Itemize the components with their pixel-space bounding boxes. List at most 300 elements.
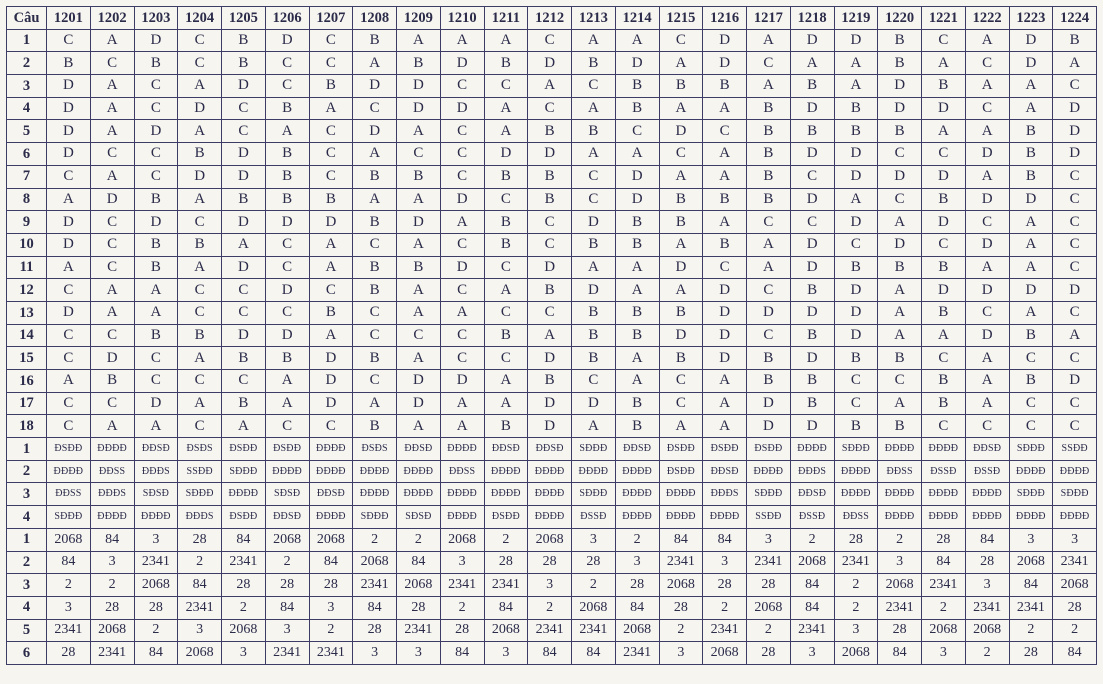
answer-cell: SSĐĐ (178, 460, 222, 483)
answer-cell: B (922, 301, 966, 324)
answer-cell: A (178, 392, 222, 415)
answer-cell: D (703, 29, 747, 52)
answer-cell: ĐĐĐĐ (528, 506, 572, 529)
answer-cell: ĐSĐS (178, 438, 222, 461)
answer-cell: D (309, 211, 353, 234)
answer-cell: 2 (265, 551, 309, 574)
answer-cell: C (572, 165, 616, 188)
answer-cell: C (440, 165, 484, 188)
answer-cell: D (747, 415, 791, 438)
answer-cell: A (47, 256, 91, 279)
answer-cell: B (790, 75, 834, 98)
answer-cell: 2341 (265, 642, 309, 665)
answer-cell: D (134, 29, 178, 52)
answer-cell: A (90, 120, 134, 143)
answer-cell: D (922, 211, 966, 234)
answer-cell: 2341 (134, 551, 178, 574)
answer-cell: A (397, 279, 441, 302)
answer-cell: 84 (178, 574, 222, 597)
exam-code-header: 1208 (353, 7, 397, 30)
answer-cell: 3 (922, 642, 966, 665)
answer-cell: A (397, 415, 441, 438)
answer-cell: C (440, 120, 484, 143)
answer-cell: A (309, 97, 353, 120)
answer-cell: B (659, 347, 703, 370)
answer-cell: D (747, 392, 791, 415)
true-false-row (7, 483, 1097, 506)
answer-cell: D (397, 75, 441, 98)
answer-cell: 28 (747, 574, 791, 597)
answer-cell: B (790, 120, 834, 143)
answer-cell: B (353, 256, 397, 279)
answer-cell: B (747, 165, 791, 188)
answer-cell: C (353, 233, 397, 256)
answer-cell: 2068 (309, 528, 353, 551)
answer-cell: D (222, 75, 266, 98)
answer-cell: A (922, 324, 966, 347)
answer-cell: B (922, 75, 966, 98)
multiple-choice-row (7, 29, 1097, 52)
answer-cell: D (659, 256, 703, 279)
answer-cell: D (222, 143, 266, 166)
answer-cell: 2068 (615, 619, 659, 642)
answer-cell: D (440, 370, 484, 393)
answer-cell: ĐĐĐĐ (309, 460, 353, 483)
question-number: 1 (7, 29, 47, 52)
answer-cell: C (965, 52, 1009, 75)
answer-cell: 2068 (834, 642, 878, 665)
answer-cell: SĐĐĐ (1009, 438, 1053, 461)
answer-cell: A (965, 392, 1009, 415)
multiple-choice-row (7, 301, 1097, 324)
answer-cell: A (484, 279, 528, 302)
answer-cell: B (878, 415, 922, 438)
answer-cell: A (703, 370, 747, 393)
short-answer-row (7, 619, 1097, 642)
answer-cell: B (353, 415, 397, 438)
answer-cell: B (922, 392, 966, 415)
answer-cell: B (922, 256, 966, 279)
answer-cell: B (484, 233, 528, 256)
true-false-row (7, 438, 1097, 461)
answer-cell: C (1053, 301, 1097, 324)
answer-cell: ĐSSĐ (572, 506, 616, 529)
exam-code-header: 1219 (834, 7, 878, 30)
answer-cell: 2 (309, 619, 353, 642)
answer-cell: A (134, 301, 178, 324)
exam-code-header: 1211 (484, 7, 528, 30)
answer-cell: 28 (397, 596, 441, 619)
answer-cell: C (440, 279, 484, 302)
answer-cell: B (265, 97, 309, 120)
answer-cell: C (484, 188, 528, 211)
answer-cell: 2068 (572, 596, 616, 619)
answer-cell: D (790, 29, 834, 52)
exam-code-header: 1224 (1053, 7, 1097, 30)
answer-cell: B (484, 415, 528, 438)
answer-cell: A (47, 370, 91, 393)
answer-cell: C (222, 370, 266, 393)
answer-cell: C (922, 29, 966, 52)
answer-cell: B (353, 211, 397, 234)
answer-key-table (6, 6, 1097, 665)
answer-cell: SĐĐĐ (222, 460, 266, 483)
answer-cell: D (834, 211, 878, 234)
answer-cell: C (965, 415, 1009, 438)
exam-code-header: 1209 (397, 7, 441, 30)
answer-cell: 3 (659, 642, 703, 665)
answer-cell: 2068 (922, 619, 966, 642)
answer-cell: C (1053, 256, 1097, 279)
answer-cell: C (703, 256, 747, 279)
answer-cell: 2068 (878, 574, 922, 597)
answer-cell: 3 (572, 528, 616, 551)
answer-cell: B (309, 188, 353, 211)
answer-cell: 2 (1009, 619, 1053, 642)
answer-cell: D (47, 211, 91, 234)
answer-cell: A (572, 143, 616, 166)
answer-cell: ĐĐĐĐ (353, 460, 397, 483)
exam-code-header: 1216 (703, 7, 747, 30)
answer-cell: ĐĐĐĐ (353, 483, 397, 506)
exam-code-header: 1210 (440, 7, 484, 30)
answer-cell: C (747, 211, 791, 234)
answer-cell: B (134, 233, 178, 256)
answer-cell: 2341 (484, 574, 528, 597)
answer-cell: C (790, 165, 834, 188)
answer-cell: B (834, 97, 878, 120)
answer-cell: C (309, 279, 353, 302)
answer-cell: D (528, 392, 572, 415)
answer-cell: B (790, 392, 834, 415)
answer-cell: B (222, 392, 266, 415)
answer-cell: ĐĐĐĐ (922, 483, 966, 506)
answer-cell: ĐĐĐĐ (790, 438, 834, 461)
answer-cell: 3 (397, 642, 441, 665)
question-number: 1 (7, 528, 47, 551)
answer-cell: ĐĐĐS (790, 460, 834, 483)
answer-cell: B (528, 279, 572, 302)
answer-cell: A (834, 75, 878, 98)
answer-cell: ĐSSĐ (922, 460, 966, 483)
answer-cell: C (440, 324, 484, 347)
exam-code-header: 1222 (965, 7, 1009, 30)
answer-cell: D (615, 188, 659, 211)
answer-cell: D (440, 97, 484, 120)
answer-cell: 28 (484, 551, 528, 574)
answer-cell: B (528, 165, 572, 188)
question-number: 4 (7, 97, 47, 120)
answer-cell: A (965, 120, 1009, 143)
true-false-row (7, 460, 1097, 483)
answer-cell: C (484, 75, 528, 98)
answer-cell: C (47, 347, 91, 370)
answer-cell: ĐĐĐĐ (397, 460, 441, 483)
answer-cell: B (222, 188, 266, 211)
answer-cell: 84 (572, 642, 616, 665)
answer-cell: A (90, 75, 134, 98)
answer-cell: 2 (965, 642, 1009, 665)
answer-cell: B (1009, 120, 1053, 143)
answer-cell: B (1009, 165, 1053, 188)
answer-cell: A (309, 256, 353, 279)
answer-cell: SĐĐĐ (1009, 483, 1053, 506)
multiple-choice-row (7, 392, 1097, 415)
answer-cell: ĐĐĐĐ (484, 460, 528, 483)
answer-cell: B (484, 52, 528, 75)
answer-cell: C (222, 97, 266, 120)
answer-cell: B (222, 52, 266, 75)
multiple-choice-row (7, 279, 1097, 302)
answer-cell: C (1053, 188, 1097, 211)
answer-cell: 28 (834, 528, 878, 551)
answer-cell: A (790, 52, 834, 75)
answer-cell: 84 (615, 596, 659, 619)
answer-cell: B (528, 370, 572, 393)
answer-cell: C (528, 97, 572, 120)
answer-cell: A (484, 370, 528, 393)
answer-cell: B (134, 188, 178, 211)
answer-cell: SĐĐĐ (747, 483, 791, 506)
answer-cell: B (878, 256, 922, 279)
answer-cell: C (134, 165, 178, 188)
answer-cell: 28 (747, 642, 791, 665)
answer-cell: A (1009, 97, 1053, 120)
answer-cell: 2341 (1009, 596, 1053, 619)
answer-cell: 2341 (878, 596, 922, 619)
answer-cell: 2 (878, 528, 922, 551)
answer-cell: A (440, 301, 484, 324)
answer-cell: A (965, 75, 1009, 98)
answer-cell: ĐSĐĐ (659, 460, 703, 483)
answer-cell: D (790, 256, 834, 279)
answer-cell: B (572, 347, 616, 370)
answer-cell: 84 (265, 596, 309, 619)
answer-cell: A (265, 120, 309, 143)
answer-cell: C (47, 279, 91, 302)
answer-cell: 3 (47, 596, 91, 619)
answer-cell: ĐĐĐĐ (922, 506, 966, 529)
answer-cell: SĐĐĐ (572, 438, 616, 461)
answer-cell: 2068 (47, 528, 91, 551)
question-number: 16 (7, 370, 47, 393)
answer-cell: A (1009, 301, 1053, 324)
answer-cell: D (178, 97, 222, 120)
exam-code-header: 1220 (878, 7, 922, 30)
answer-cell: C (134, 347, 178, 370)
answer-cell: A (572, 256, 616, 279)
answer-cell: 2068 (265, 528, 309, 551)
answer-cell: ĐSĐĐ (222, 506, 266, 529)
answer-cell: D (703, 279, 747, 302)
answer-cell: C (965, 211, 1009, 234)
answer-cell: A (528, 75, 572, 98)
answer-cell: C (1009, 415, 1053, 438)
answer-cell: D (528, 256, 572, 279)
answer-cell: D (528, 415, 572, 438)
answer-cell: 3 (834, 619, 878, 642)
answer-cell: A (397, 188, 441, 211)
answer-cell: C (747, 52, 791, 75)
answer-cell: C (134, 75, 178, 98)
answer-cell: 3 (134, 528, 178, 551)
answer-cell: 2341 (965, 596, 1009, 619)
answer-cell: C (309, 143, 353, 166)
answer-cell: D (878, 97, 922, 120)
answer-cell: 84 (222, 528, 266, 551)
answer-cell: B (615, 211, 659, 234)
answer-cell: ĐSSĐ (790, 506, 834, 529)
answer-cell: ĐĐĐĐ (90, 438, 134, 461)
answer-cell: D (222, 211, 266, 234)
answer-cell: 28 (47, 642, 91, 665)
answer-cell: ĐĐĐĐ (440, 483, 484, 506)
answer-cell: A (878, 392, 922, 415)
answer-cell: 2341 (222, 551, 266, 574)
answer-cell: A (222, 415, 266, 438)
question-number: 14 (7, 324, 47, 347)
answer-cell: 2341 (90, 642, 134, 665)
answer-cell: A (703, 143, 747, 166)
answer-cell: A (1009, 233, 1053, 256)
answer-cell: A (178, 256, 222, 279)
answer-cell: 28 (90, 596, 134, 619)
question-number: 6 (7, 642, 47, 665)
answer-cell: ĐĐĐĐ (440, 438, 484, 461)
answer-cell: B (659, 211, 703, 234)
answer-cell: B (265, 188, 309, 211)
answer-cell: D (878, 75, 922, 98)
answer-cell: 2068 (178, 642, 222, 665)
answer-cell: ĐĐĐĐ (90, 506, 134, 529)
exam-code-header: 1217 (747, 7, 791, 30)
answer-cell: B (878, 347, 922, 370)
answer-cell: C (484, 301, 528, 324)
answer-cell: D (572, 279, 616, 302)
answer-cell: D (309, 370, 353, 393)
answer-cell: ĐSĐS (353, 438, 397, 461)
answer-cell: SĐĐĐ (47, 506, 91, 529)
answer-cell: D (834, 324, 878, 347)
answer-cell: 2341 (572, 619, 616, 642)
answer-cell: A (484, 97, 528, 120)
short-answer-row (7, 642, 1097, 665)
answer-cell: D (790, 188, 834, 211)
answer-cell: C (309, 120, 353, 143)
answer-cell: B (572, 324, 616, 347)
answer-cell: ĐĐĐĐ (659, 506, 703, 529)
answer-cell: SĐĐĐ (178, 483, 222, 506)
answer-cell: D (1053, 279, 1097, 302)
answer-cell: C (309, 415, 353, 438)
answer-cell: B (222, 347, 266, 370)
answer-cell: A (134, 279, 178, 302)
answer-cell: SĐĐĐ (1053, 483, 1097, 506)
question-number: 6 (7, 143, 47, 166)
answer-cell: B (265, 347, 309, 370)
answer-cell: ĐĐĐĐ (659, 483, 703, 506)
answer-cell: A (659, 165, 703, 188)
question-number: 5 (7, 619, 47, 642)
question-number: 10 (7, 233, 47, 256)
answer-cell: A (353, 52, 397, 75)
answer-cell: A (397, 301, 441, 324)
answer-cell: D (965, 143, 1009, 166)
answer-cell: ĐSSĐ (965, 460, 1009, 483)
answer-cell: D (397, 392, 441, 415)
answer-cell: A (1009, 256, 1053, 279)
answer-cell: 28 (965, 551, 1009, 574)
answer-cell: C (134, 143, 178, 166)
answer-cell: B (878, 29, 922, 52)
answer-cell: B (878, 52, 922, 75)
answer-cell: D (90, 347, 134, 370)
answer-cell: B (178, 324, 222, 347)
answer-cell: 84 (397, 551, 441, 574)
answer-cell: A (90, 279, 134, 302)
answer-cell: SĐSĐ (265, 483, 309, 506)
answer-cell: D (1053, 97, 1097, 120)
answer-cell: SĐSĐ (397, 506, 441, 529)
exam-code-header: 1204 (178, 7, 222, 30)
answer-cell: A (484, 29, 528, 52)
answer-cell: A (703, 97, 747, 120)
answer-cell: C (47, 392, 91, 415)
question-number: 2 (7, 460, 47, 483)
answer-cell: D (703, 324, 747, 347)
answer-cell: B (397, 52, 441, 75)
answer-cell: C (790, 211, 834, 234)
answer-cell: C (265, 256, 309, 279)
answer-cell: D (265, 29, 309, 52)
answer-cell: ĐĐĐĐ (834, 460, 878, 483)
answer-cell: 2068 (659, 574, 703, 597)
answer-cell: A (397, 120, 441, 143)
answer-cell: D (790, 143, 834, 166)
answer-cell: D (222, 165, 266, 188)
answer-cell: D (1053, 120, 1097, 143)
answer-cell: 3 (178, 619, 222, 642)
answer-cell: C (353, 370, 397, 393)
answer-cell: D (747, 301, 791, 324)
answer-cell: C (265, 75, 309, 98)
answer-cell: B (747, 120, 791, 143)
answer-cell: A (484, 392, 528, 415)
answer-cell: SSĐĐ (747, 506, 791, 529)
answer-cell: C (1053, 233, 1097, 256)
answer-cell: 2068 (222, 619, 266, 642)
answer-cell: A (1009, 211, 1053, 234)
answer-cell: A (615, 370, 659, 393)
answer-cell: D (134, 211, 178, 234)
answer-cell: D (790, 301, 834, 324)
answer-cell: B (265, 165, 309, 188)
answer-cell: ĐĐSS (440, 460, 484, 483)
answer-cell: C (178, 370, 222, 393)
exam-code-header: 1221 (922, 7, 966, 30)
answer-cell: 84 (90, 528, 134, 551)
answer-cell: A (1009, 75, 1053, 98)
answer-cell: B (747, 188, 791, 211)
answer-cell: A (353, 188, 397, 211)
answer-cell: B (747, 97, 791, 120)
answer-cell: D (922, 97, 966, 120)
question-number: 7 (7, 165, 47, 188)
true-false-row (7, 506, 1097, 529)
answer-cell: 3 (878, 551, 922, 574)
answer-cell: A (397, 29, 441, 52)
answer-cell: A (90, 415, 134, 438)
